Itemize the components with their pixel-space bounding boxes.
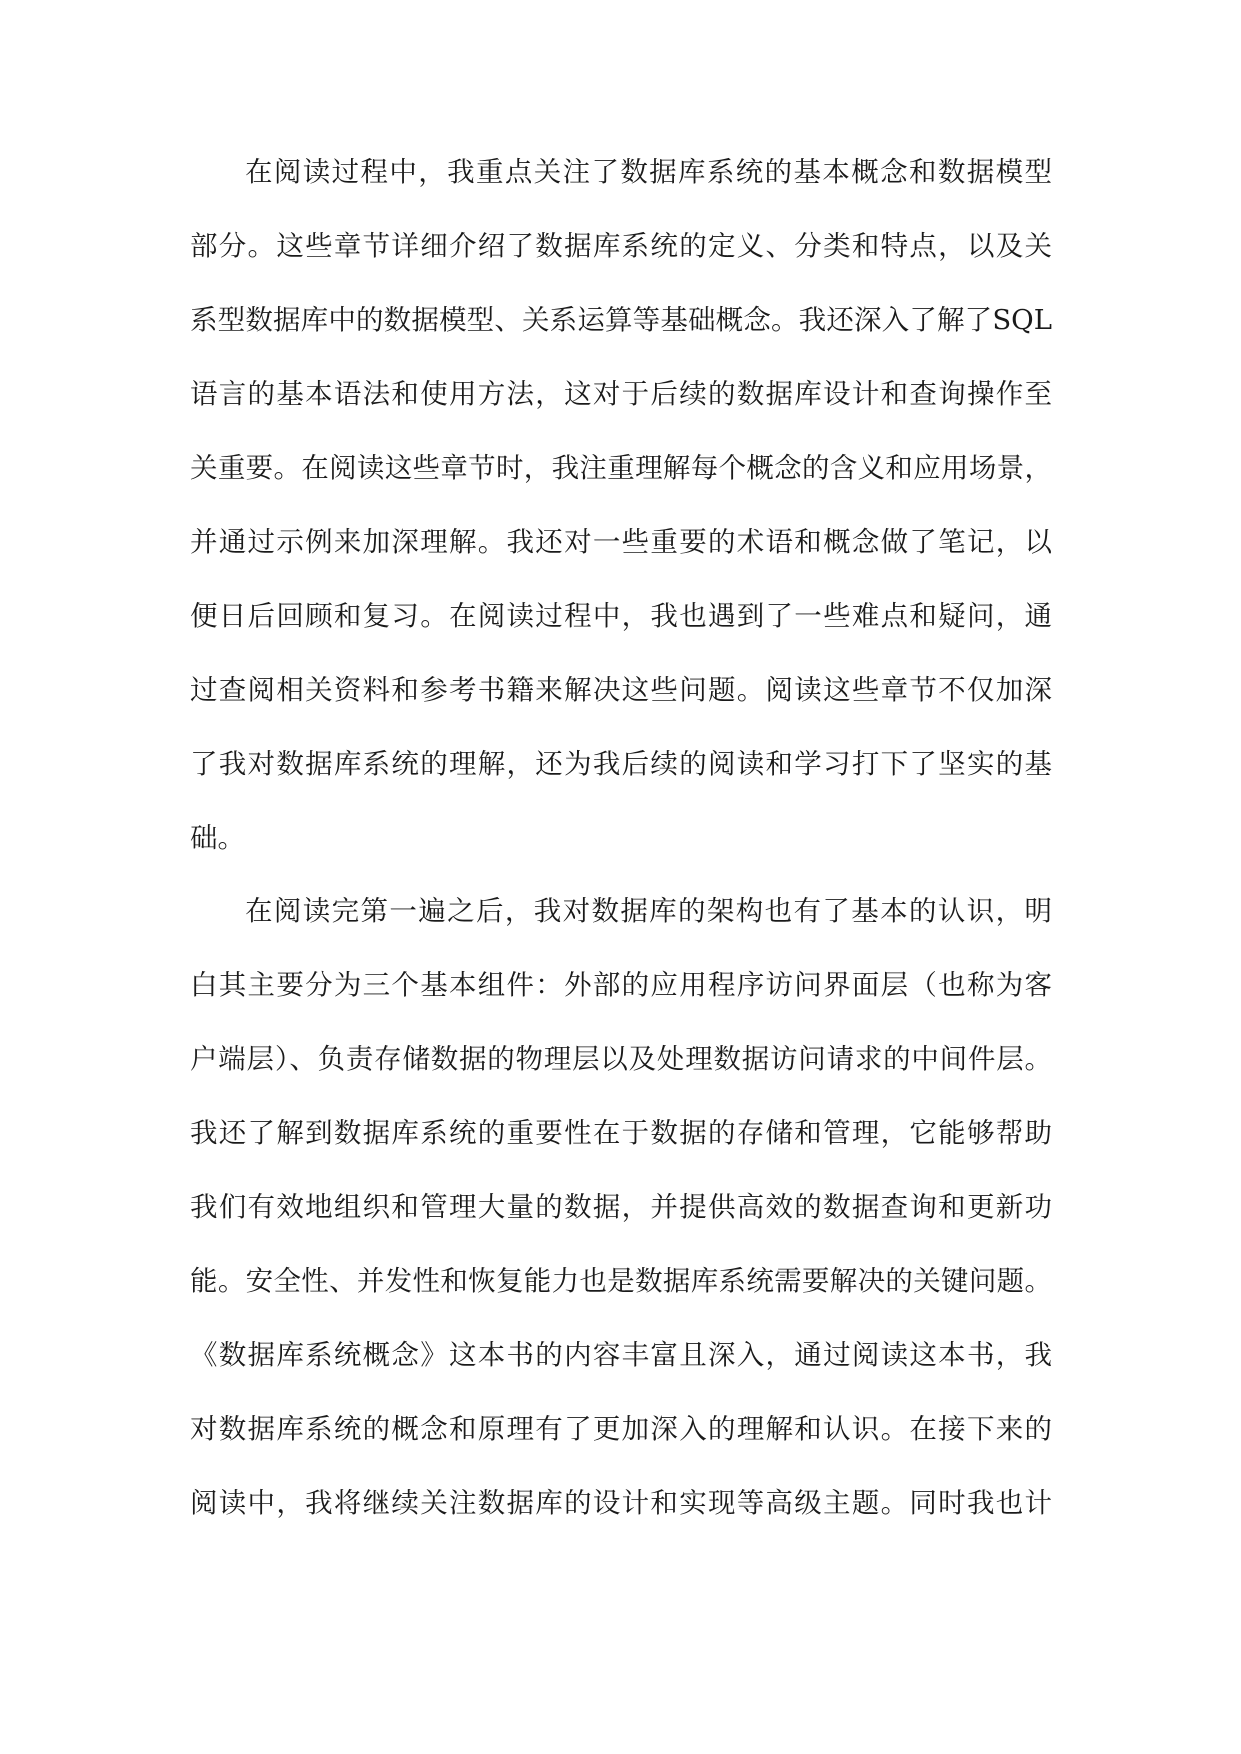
text-line: 阅读中，我将继续关注数据库的设计和实现等高级主题。同时我也计 <box>190 1487 1052 1519</box>
text-line: 关重要。在阅读这些章节时，我注重理解每个概念的含义和应用场景， <box>190 452 1052 484</box>
text-line: 在阅读过程中，我重点关注了数据库系统的基本概念和数据模型 <box>245 156 1052 188</box>
text-line: 过查阅相关资料和参考书籍来解决这些问题。阅读这些章节不仅加深 <box>190 674 1052 706</box>
paragraph-2 <box>190 874 1052 1540</box>
text-line: 我还了解到数据库系统的重要性在于数据的存储和管理，它能够帮助 <box>190 1117 1052 1149</box>
text-line: 白其主要分为三个基本组件：外部的应用程序访问界面层（也称为客 <box>190 969 1052 1001</box>
text-line: 在阅读完第一遍之后，我对数据库的架构也有了基本的认识，明 <box>245 895 1052 927</box>
text-line: 语言的基本语法和使用方法，这对于后续的数据库设计和查询操作至 <box>190 378 1052 410</box>
paragraph-1 <box>190 135 1052 875</box>
text-line: 础。 <box>190 822 245 854</box>
text-line: 能。安全性、并发性和恢复能力也是数据库系统需要解决的关键问题。 <box>190 1265 1052 1297</box>
text-line: 部分。这些章节详细介绍了数据库系统的定义、分类和特点，以及关 <box>190 230 1052 262</box>
text-line: 并通过示例来加深理解。我还对一些重要的术语和概念做了笔记，以 <box>190 526 1052 558</box>
text-line: 对数据库系统的概念和原理有了更加深入的理解和认识。在接下来的 <box>190 1413 1052 1445</box>
text-line: 《数据库系统概念》这本书的内容丰富且深入，通过阅读这本书，我 <box>190 1339 1052 1371</box>
text-line: 系型数据库中的数据模型、关系运算等基础概念。我还深入了解了SQL <box>190 304 1052 336</box>
text-line: 便日后回顾和复习。在阅读过程中，我也遇到了一些难点和疑问，通 <box>190 600 1052 632</box>
text-line: 了我对数据库系统的理解，还为我后续的阅读和学习打下了坚实的基 <box>190 748 1052 780</box>
text-line: 户端层）、负责存储数据的物理层以及处理数据访问请求的中间件层。 <box>190 1043 1052 1075</box>
text-line: 我们有效地组织和管理大量的数据，并提供高效的数据查询和更新功 <box>190 1191 1052 1223</box>
